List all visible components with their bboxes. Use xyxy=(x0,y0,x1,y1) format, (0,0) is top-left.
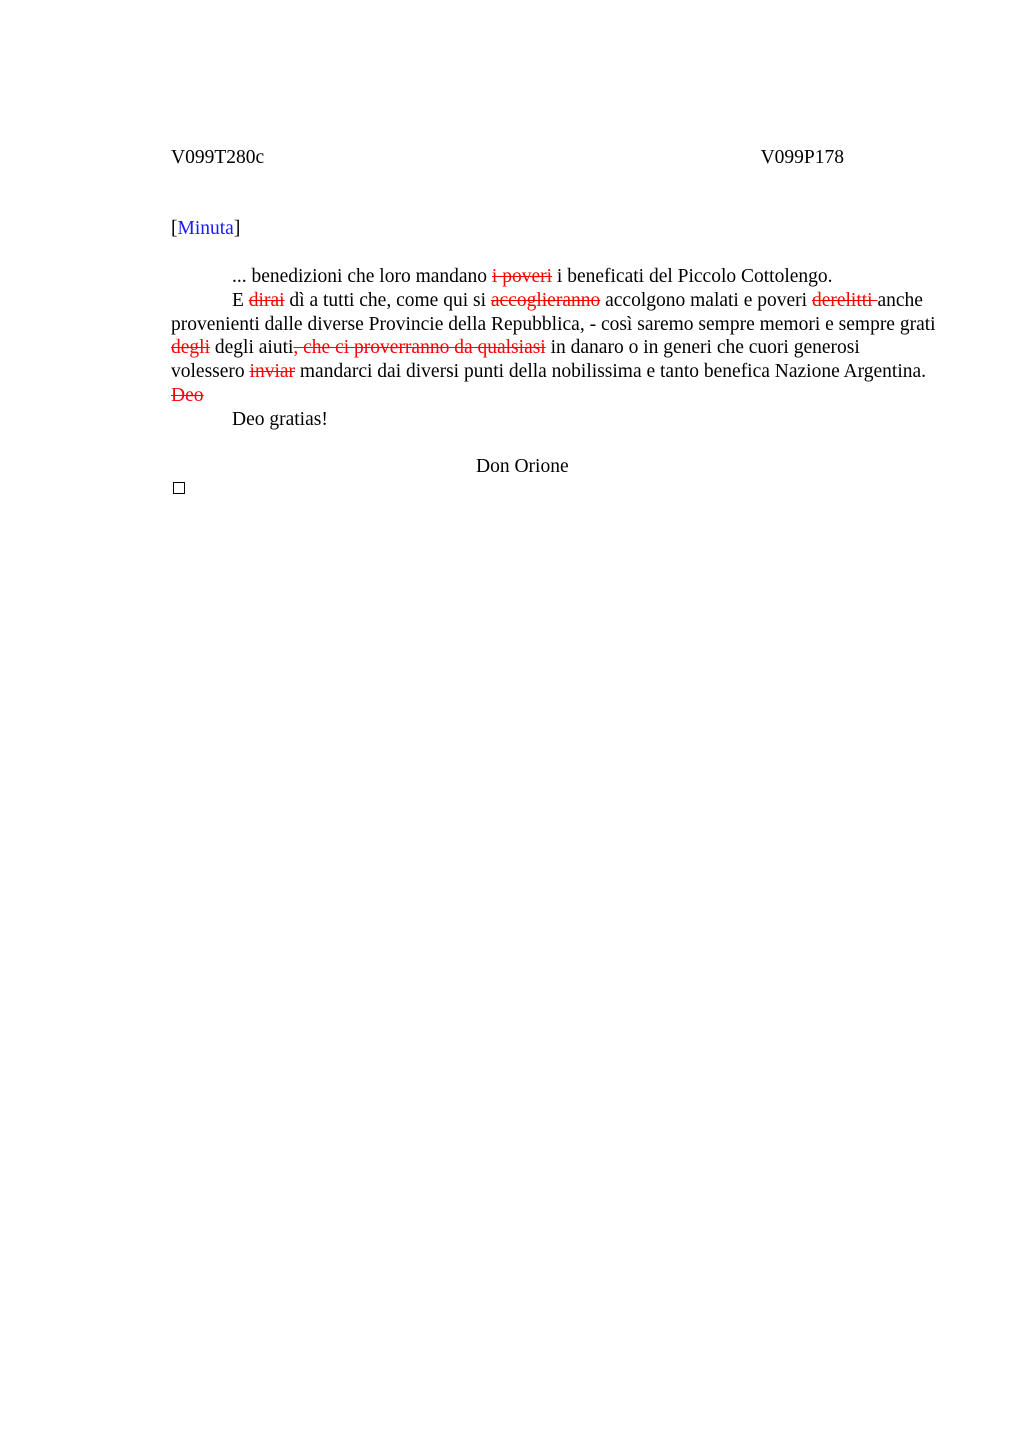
deleted-text: derelitti xyxy=(811,289,878,311)
deleted-text: Deo xyxy=(171,384,204,406)
text-run: anche provenienti dalle diverse Provincie della Repubblica, - così saremo sempre memori e sempre grati xyxy=(171,289,936,335)
text-run: degli aiuti xyxy=(210,337,294,359)
page-header xyxy=(171,146,844,170)
paragraph-2 xyxy=(171,289,936,408)
close-bracket: ] xyxy=(233,218,241,239)
document-id: V099T280c xyxy=(171,147,265,168)
page-id: V099P178 xyxy=(760,147,844,168)
text-run: in danaro o in generi che cuori generosi volessero xyxy=(171,337,860,383)
deleted-text: dirai xyxy=(248,289,285,311)
text-run: dì a tutti che, come qui si xyxy=(284,289,491,311)
text-run: accolgono malati e poveri xyxy=(600,289,812,311)
minuta-link[interactable]: Minuta xyxy=(177,218,234,239)
document-type-label xyxy=(171,217,240,241)
deleted-text: accoglieranno xyxy=(490,289,601,311)
signature: Don Orione xyxy=(476,456,569,477)
text-run: mandarci dai diversi punti della nobilissima e tanto benefica Nazione Argentina. xyxy=(295,361,927,383)
letter-body xyxy=(171,265,936,432)
text-run: E xyxy=(232,289,249,311)
deleted-text: degli xyxy=(171,337,210,359)
end-marker-box-icon xyxy=(173,482,185,494)
deleted-text: i poveri xyxy=(491,266,553,287)
deleted-text: inviar xyxy=(249,361,296,383)
paragraph-3 xyxy=(171,408,936,432)
text-run: Deo gratias! xyxy=(232,408,328,430)
open-bracket: [ xyxy=(171,218,178,239)
text-run: i beneficati del Piccolo Cottolengo. xyxy=(552,266,833,287)
text-run: ... benedizioni che loro mandano xyxy=(232,266,492,287)
deleted-text: , che ci proverranno da qualsiasi xyxy=(293,337,546,359)
paragraph-1 xyxy=(171,265,936,289)
